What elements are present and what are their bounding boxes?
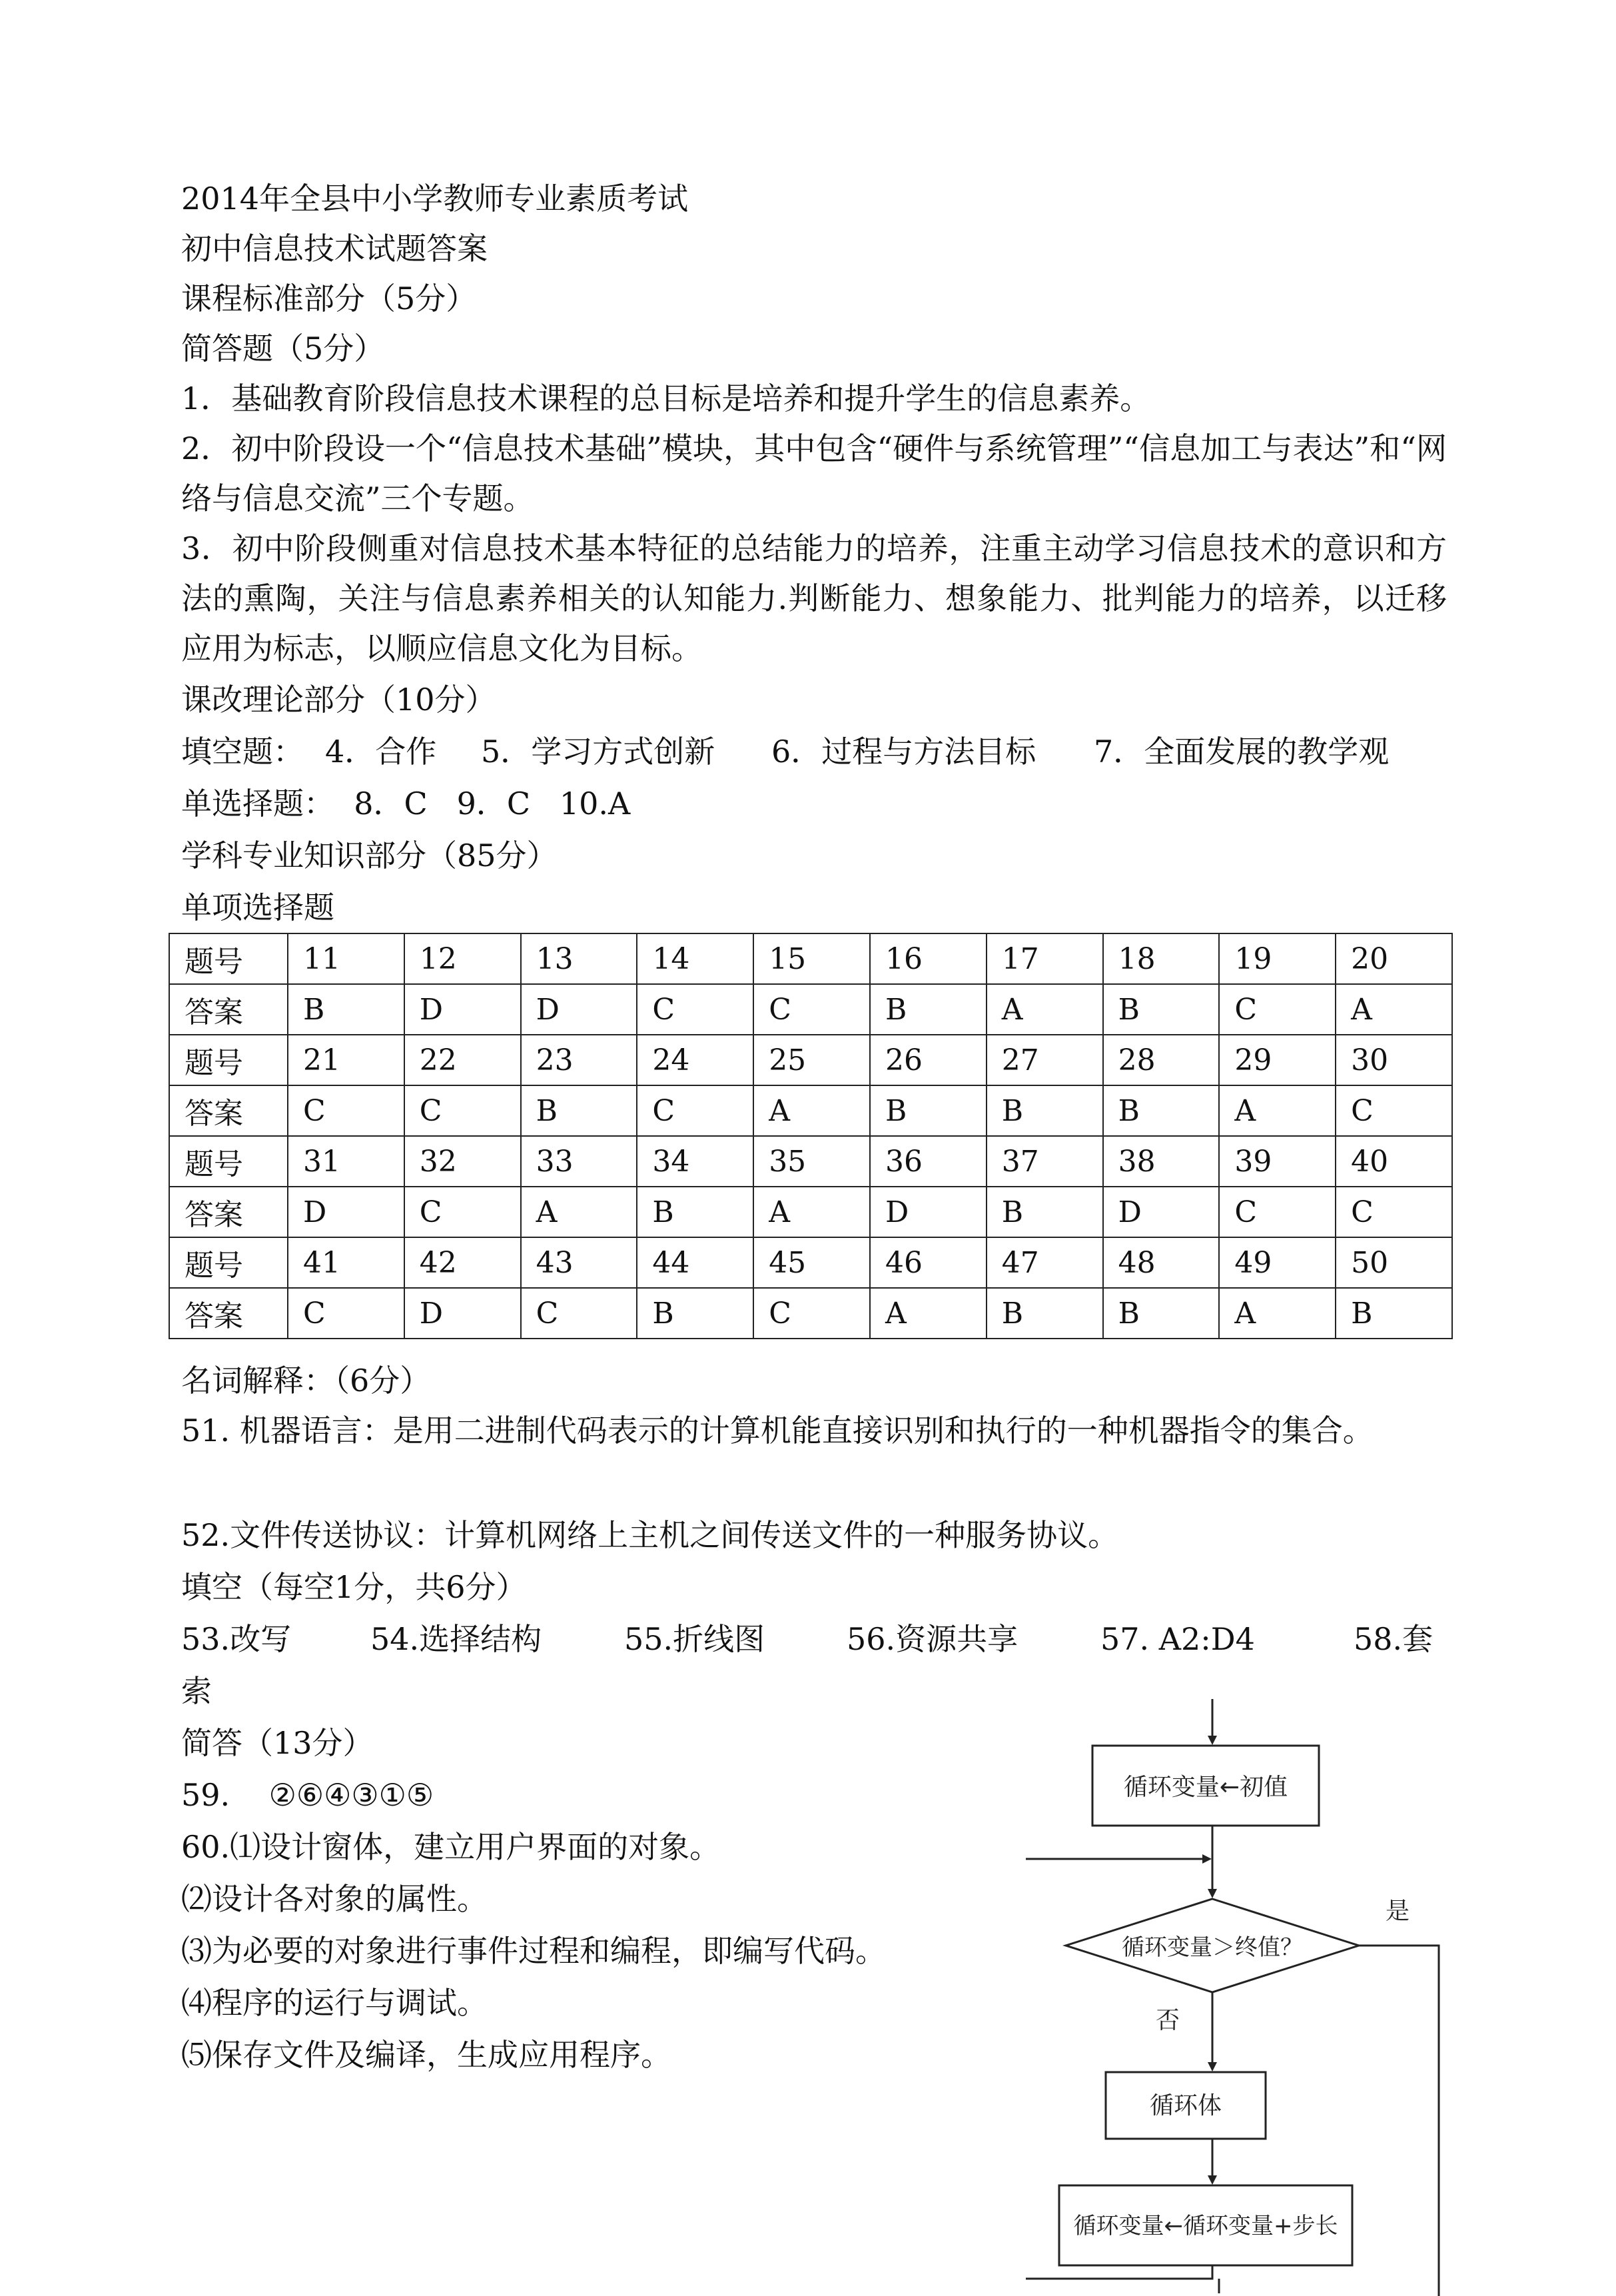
- answer-cell: D: [288, 1187, 404, 1237]
- answer-60-step: ⑷程序的运行与调试。: [181, 1985, 488, 2021]
- answer-cell: A: [1219, 1288, 1336, 1339]
- answer-cell: C: [288, 1085, 404, 1136]
- question-cell: 46: [870, 1237, 987, 1288]
- answer-cell: D: [404, 1288, 521, 1339]
- question-cell: 28: [1103, 1035, 1220, 1085]
- answer-cell: A: [753, 1187, 870, 1237]
- question-cell: 42: [404, 1237, 521, 1288]
- flow-yes-label: 是: [1386, 1898, 1410, 1925]
- fill-title: 填空（每空1分，共6分）: [181, 1569, 527, 1605]
- terms-title: 名词解释：（6分）: [181, 1363, 431, 1399]
- reform-single-choice: 单选择题： 8．C 9．C 10.A: [181, 786, 631, 822]
- question-cell: 14: [637, 933, 753, 984]
- flow-no-label: 否: [1156, 2007, 1180, 2034]
- answer-cell: C: [1336, 1085, 1452, 1136]
- question-cell: 49: [1219, 1237, 1336, 1288]
- answer-table: [169, 933, 1453, 1339]
- flow-init-text: 循环变量←初值: [1123, 1774, 1288, 1801]
- answer-cell: C: [1336, 1187, 1452, 1237]
- question-cell: 29: [1219, 1035, 1336, 1085]
- flow-body-text: 循环体: [1149, 2092, 1222, 2119]
- answer-cell: A: [987, 984, 1103, 1035]
- answer-cell: C: [1219, 984, 1336, 1035]
- question-cell: 17: [987, 933, 1103, 984]
- fill-answer: 57. A2:D4: [1100, 1621, 1255, 1657]
- question-cell: 47: [987, 1237, 1103, 1288]
- flow-step-text: 循环变量←循环变量+步长: [1073, 2213, 1338, 2239]
- curriculum-section-title: 课程标准部分（5分）: [181, 281, 477, 316]
- flow-loop-return: [1026, 2265, 1212, 2279]
- question-cell: 43: [521, 1237, 637, 1288]
- answer-cell: B: [987, 1187, 1103, 1237]
- fill-answer: 58.套: [1354, 1621, 1433, 1657]
- question-cell: 32: [404, 1136, 521, 1187]
- answer-cell: C: [1219, 1187, 1336, 1237]
- question-cell: 15: [753, 933, 870, 984]
- term-52: 52.文件传送协议：计算机网络上主机之间传送文件的一种服务协议。: [181, 1517, 1119, 1553]
- question-cell: 35: [753, 1136, 870, 1187]
- question-cell: 40: [1336, 1136, 1452, 1187]
- answer-cell: B: [987, 1085, 1103, 1136]
- fill-answer: 6．过程与方法目标: [771, 734, 1036, 770]
- answer-59: 59. ②⑥④③①⑤: [181, 1777, 434, 1813]
- question-cell: 33: [521, 1136, 637, 1187]
- flow-condition-text: 循环变量＞终值？: [1122, 1934, 1303, 1961]
- fill-answer: 55.折线图: [624, 1621, 765, 1657]
- single-choice-title: 单项选择题: [181, 889, 334, 925]
- answer-cell: C: [753, 984, 870, 1035]
- answer-cell: D: [870, 1187, 987, 1237]
- loop-flowchart: [1026, 1699, 1452, 2296]
- answer-cell: B: [637, 1187, 753, 1237]
- answer-cell: D: [521, 984, 637, 1035]
- question-row-label: 题号: [169, 1136, 288, 1187]
- fill-answer: 4．合作: [325, 734, 437, 770]
- answer-row-label: 答案: [169, 1187, 288, 1237]
- answer-cell: C: [288, 1288, 404, 1339]
- answer-row: [169, 984, 1452, 1035]
- answer-cell: B: [521, 1085, 637, 1136]
- answer-cell: B: [288, 984, 404, 1035]
- question-cell: 34: [637, 1136, 753, 1187]
- answer-row-label: 答案: [169, 1085, 288, 1136]
- short-answer-title: 简答题（5分）: [181, 330, 385, 366]
- question-cell: 37: [987, 1136, 1103, 1187]
- question-row: [169, 1136, 1452, 1187]
- answer-cell: C: [753, 1288, 870, 1339]
- question-cell: 50: [1336, 1237, 1452, 1288]
- answer-title: 初中信息技术试题答案: [181, 231, 488, 267]
- question-cell: 21: [288, 1035, 404, 1085]
- answer-cell: A: [1336, 984, 1452, 1035]
- subject-section-title: 学科专业知识部分（85分）: [181, 838, 558, 873]
- question-cell: 41: [288, 1237, 404, 1288]
- answer-60-step: ⑶为必要的对象进行事件过程和编程，即编写代码。: [181, 1933, 886, 1969]
- flow-yes-branch: [1359, 1946, 1439, 2296]
- question-row: [169, 933, 1452, 984]
- question-row: [169, 1237, 1452, 1288]
- answer-cell: A: [1219, 1085, 1336, 1136]
- answer-cell: B: [870, 984, 987, 1035]
- question-cell: 16: [870, 933, 987, 984]
- answer-row: [169, 1288, 1452, 1339]
- question-cell: 23: [521, 1035, 637, 1085]
- answer-cell: D: [404, 984, 521, 1035]
- answer-item-3: 3．初中阶段侧重对信息技术基本特征的总结能力的培养，注重主动学习信息技术的意识和方法的熏陶，关注与信息素养相关的认知能力.判断能力、想象能力、批判能力的培养，以迁移应用为标志，以顺应信息文化为目标。: [181, 530, 1447, 666]
- answer-cell: C: [637, 984, 753, 1035]
- answer-row-label: 答案: [169, 984, 288, 1035]
- short-title: 简答（13分）: [181, 1725, 374, 1761]
- answer-cell: A: [753, 1085, 870, 1136]
- answer-item-1: 1．基础教育阶段信息技术课程的总目标是培养和提升学生的信息素养。: [181, 380, 1151, 416]
- fill-answer: 7．全面发展的教学观: [1094, 734, 1390, 770]
- question-cell: 24: [637, 1035, 753, 1085]
- answer-item-2: 2．初中阶段设一个“信息技术基础”模块，其中包含“硬件与系统管理”“信息加工与表达”和“网络与信息交流”三个专题。: [181, 430, 1447, 516]
- question-cell: 26: [870, 1035, 987, 1085]
- question-row-label: 题号: [169, 1237, 288, 1288]
- answer-60-step: 60.⑴设计窗体，建立用户界面的对象。: [181, 1829, 721, 1865]
- answer-cell: B: [1103, 1288, 1220, 1339]
- answer-cell: B: [637, 1288, 753, 1339]
- answer-60-step: ⑸保存文件及编译，生成应用程序。: [181, 2037, 671, 2073]
- answer-60-step: ⑵设计各对象的属性。: [181, 1881, 488, 1917]
- answer-cell: B: [1103, 984, 1220, 1035]
- question-cell: 31: [288, 1136, 404, 1187]
- answer-cell: B: [1103, 1085, 1220, 1136]
- question-cell: 39: [1219, 1136, 1336, 1187]
- answer-cell: C: [404, 1187, 521, 1237]
- question-cell: 38: [1103, 1136, 1220, 1187]
- question-cell: 13: [521, 933, 637, 984]
- answer-cell: C: [521, 1288, 637, 1339]
- fill-answer: 5．学习方式创新: [481, 734, 715, 770]
- question-cell: 30: [1336, 1035, 1452, 1085]
- answer-row: [169, 1085, 1452, 1136]
- answer-row-label: 答案: [169, 1288, 288, 1339]
- answer-cell: B: [987, 1288, 1103, 1339]
- question-cell: 27: [987, 1035, 1103, 1085]
- answer-cell: A: [521, 1187, 637, 1237]
- question-cell: 45: [753, 1237, 870, 1288]
- question-cell: 22: [404, 1035, 521, 1085]
- answer-cell: C: [637, 1085, 753, 1136]
- question-cell: 11: [288, 933, 404, 984]
- fill-label: 填空题：: [181, 734, 304, 770]
- question-row: [169, 1035, 1452, 1085]
- question-row-label: 题号: [169, 1035, 288, 1085]
- answer-cell: A: [870, 1288, 987, 1339]
- fill-wrap: 索: [181, 1673, 212, 1709]
- fill-answer: 54.选择结构: [370, 1621, 542, 1657]
- question-cell: 48: [1103, 1237, 1220, 1288]
- question-cell: 12: [404, 933, 521, 984]
- answer-cell: D: [1103, 1187, 1220, 1237]
- term-51: 51. 机器语言：是用二进制代码表示的计算机能直接识别和执行的一种机器指令的集合。: [181, 1413, 1374, 1448]
- question-cell: 18: [1103, 933, 1220, 984]
- answer-cell: C: [404, 1085, 521, 1136]
- exam-title: 2014年全县中小学教师专业素质考试: [181, 181, 689, 217]
- question-row-label: 题号: [169, 933, 288, 984]
- reform-section-title: 课改理论部分（10分）: [181, 682, 496, 718]
- answer-cell: B: [1336, 1288, 1452, 1339]
- answer-cell: B: [870, 1085, 987, 1136]
- question-cell: 20: [1336, 933, 1452, 984]
- question-cell: 36: [870, 1136, 987, 1187]
- question-cell: 19: [1219, 933, 1336, 984]
- answer-row: [169, 1187, 1452, 1237]
- question-cell: 25: [753, 1035, 870, 1085]
- question-cell: 44: [637, 1237, 753, 1288]
- fill-answer: 53.改写: [181, 1621, 292, 1657]
- fill-answer: 56.资源共享: [847, 1621, 1018, 1657]
